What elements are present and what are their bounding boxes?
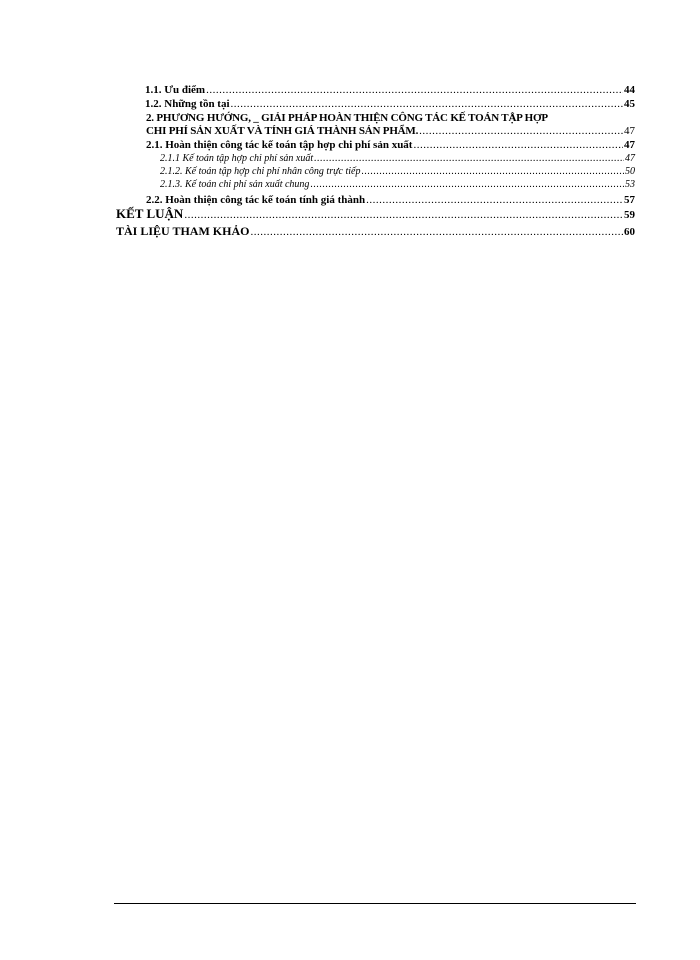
toc-entry-label: 2.1.2. Kế toán tập hợp chi phí nhân công trực tiếp bbox=[160, 166, 361, 177]
dot-leader bbox=[362, 166, 625, 178]
toc-entry-tai-lieu-tham-khao[interactable] bbox=[116, 225, 635, 238]
toc-entry-2-1[interactable] bbox=[146, 139, 635, 151]
toc-entry-2-2[interactable] bbox=[146, 194, 635, 206]
toc-entry-2-1-1[interactable] bbox=[160, 153, 635, 165]
dot-leader bbox=[413, 139, 623, 151]
dot-leader bbox=[314, 153, 624, 165]
toc-entry-label: KẾT LUẬN bbox=[116, 206, 184, 221]
dot-leader bbox=[206, 84, 623, 96]
dot-leader bbox=[366, 194, 623, 206]
toc-entry-label: 1.1. Ưu điểm bbox=[145, 84, 206, 96]
toc-entry-label: TÀI LIỆU THAM KHẢO bbox=[116, 224, 250, 238]
toc-entry-label: 2.2. Hoàn thiện công tác kế toán tính giá thành bbox=[146, 194, 366, 206]
dot-leader bbox=[250, 226, 623, 238]
toc-page-number: 44 bbox=[624, 84, 635, 96]
toc-entry-chapter-2[interactable] bbox=[146, 125, 635, 137]
toc-entry-uu-diem[interactable] bbox=[145, 84, 635, 96]
toc-page-number: 50 bbox=[625, 166, 635, 177]
toc-entry-label: 2.1.3. Kế toán chi phí sản xuất chung bbox=[160, 179, 310, 190]
toc-entry-label: CHI PHÍ SẢN XUẤT VÀ TÍNH GIÁ THÀNH SẢN PHẨM. bbox=[146, 125, 419, 137]
toc-entry-ket-luan[interactable] bbox=[116, 208, 635, 221]
toc-page-number: 53 bbox=[625, 179, 635, 190]
toc-page-number: 59 bbox=[624, 209, 635, 221]
dot-leader bbox=[231, 98, 623, 110]
toc-entry-nhung-ton-tai[interactable] bbox=[145, 98, 635, 110]
toc-entry-label: 2.1. Hoàn thiện công tác kế toán tập hợp chi phí sản xuất bbox=[146, 139, 413, 151]
dot-leader bbox=[184, 209, 623, 221]
dot-leader bbox=[310, 179, 624, 191]
toc-page-number: 47 bbox=[625, 153, 635, 164]
toc-entry-2-1-2[interactable] bbox=[160, 166, 635, 178]
dot-leader bbox=[419, 125, 623, 137]
toc-page-number: 60 bbox=[624, 226, 635, 238]
toc-entry-chapter-2-line-1[interactable]: 2. PHƯƠNG HƯỚNG, _ GIẢI PHÁP HOÀN THIỆN CÔNG TÁC KẾ TOÁN TẬP HỢP bbox=[146, 112, 548, 124]
toc-entry-2-1-3[interactable] bbox=[160, 179, 635, 191]
toc-page-number: 47 bbox=[624, 125, 635, 137]
toc-page-number: 57 bbox=[624, 194, 635, 206]
toc-page-number: 45 bbox=[624, 98, 635, 110]
toc-entry-label: 2.1.1 Kế toán tập hợp chi phí sản xuất bbox=[160, 153, 314, 164]
footer-rule bbox=[114, 903, 636, 904]
toc-page-number: 47 bbox=[624, 139, 635, 151]
toc-entry-label: 1.2. Những tồn tại bbox=[145, 98, 230, 110]
